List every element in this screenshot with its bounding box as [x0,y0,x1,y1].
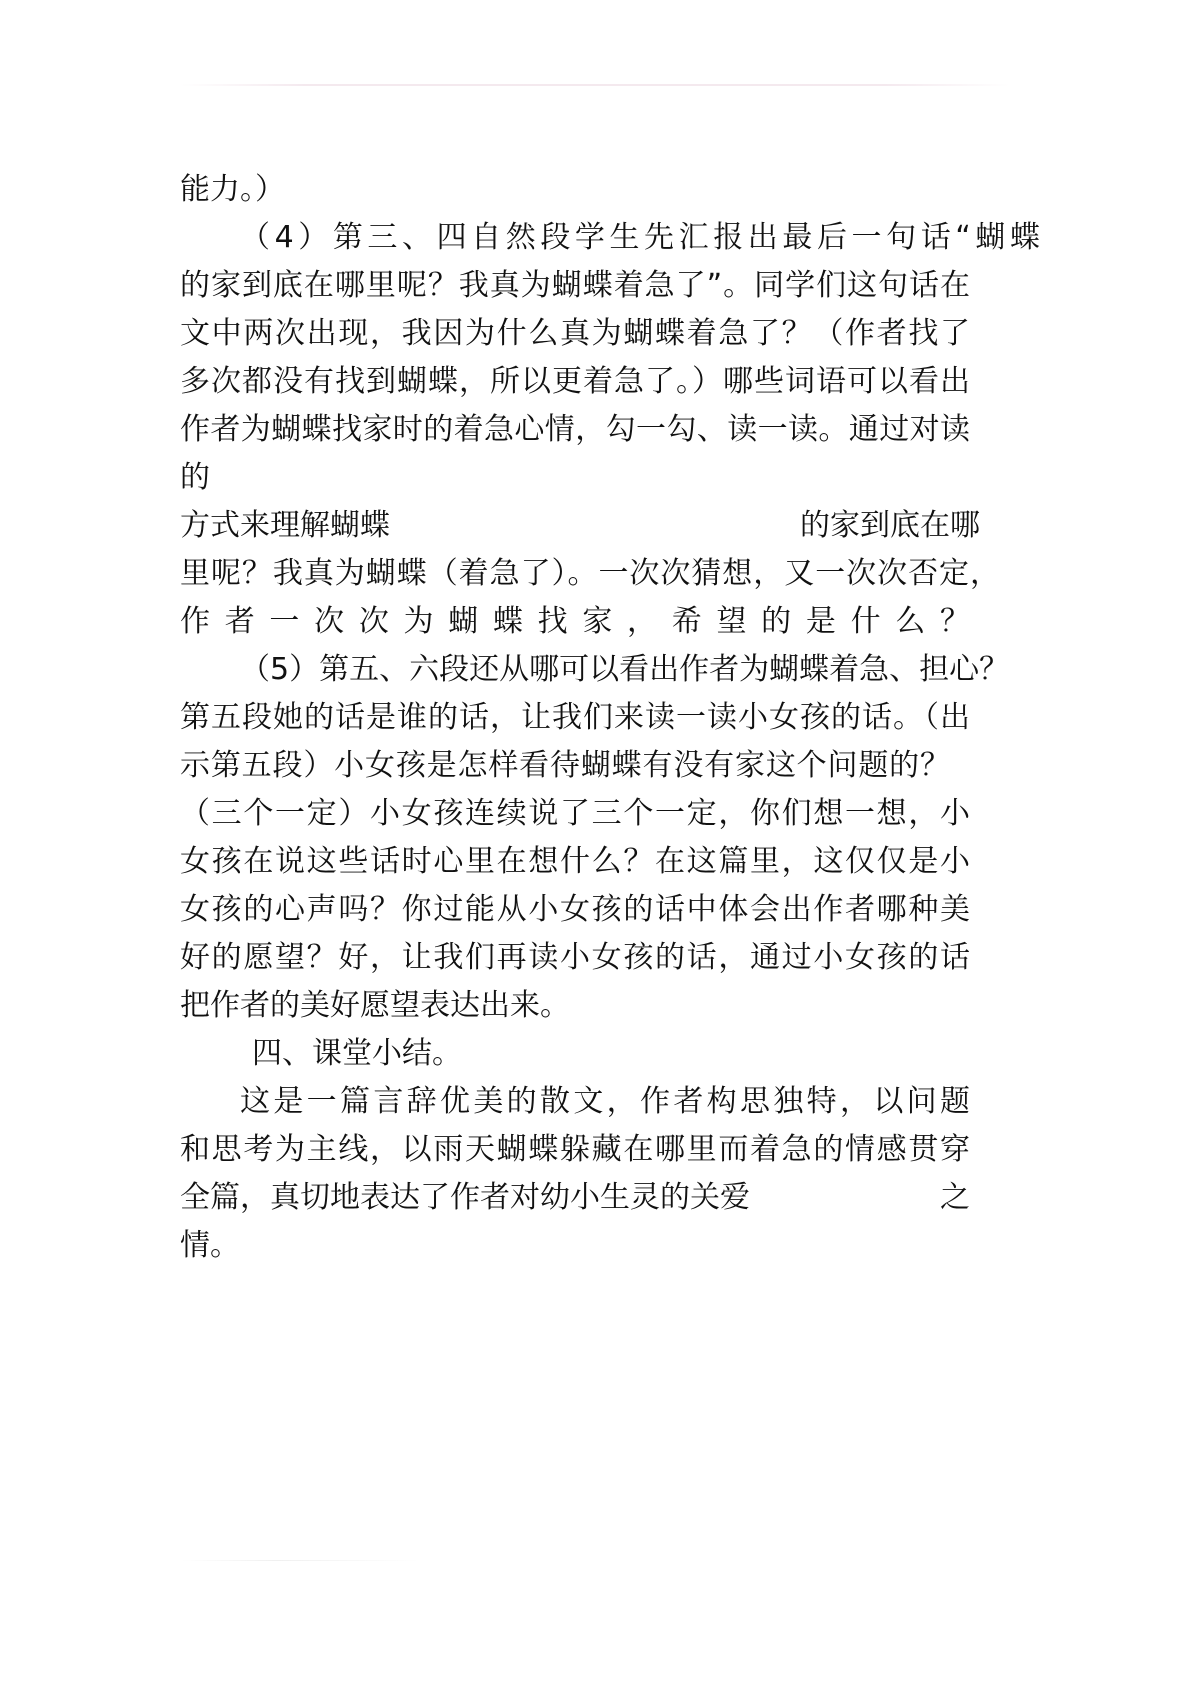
text-line: 能力。） [180,172,285,207]
text-line: 方式来理解蝴蝶 [180,508,390,543]
text-line: （三个一定）小女孩连续说了三个一定，你们想一想，小 [180,796,970,831]
text-line: 第五段她的话是谁的话，让我们来读一读小女孩的话。（出 [180,700,970,735]
text-line: 女孩在说这些话时心里在想什么？在这篇里，这仅仅是小 [180,844,970,879]
text-line: 女孩的心声吗？你过能从小女孩的话中体会出作者哪种美 [180,892,970,927]
text-line: 里呢？我真为蝴蝶（着急了）。一次次猜想，又一次次否定， [180,556,1000,591]
header-rule [180,84,1010,86]
text-line: 情。 [180,1228,240,1263]
text-line: 示第五段）小女孩是怎样看待蝴蝶有没有家这个问题的？ [180,748,950,783]
text-line: 和思考为主线，以雨天蝴蝶躲藏在哪里而着急的情感贯穿 [180,1132,970,1167]
text-line: 文中两次出现，我因为什么真为蝴蝶着急了？（作者找了 [180,316,970,351]
text-line: 多次都没有找到蝴蝶，所以更着急了。）哪些词语可以看出 [180,364,970,399]
text-line: 全篇，真切地表达了作者对幼小生灵的关爱 [180,1180,750,1215]
text-line: 之 [940,1180,970,1215]
text-line: 的家到底在哪里呢？我真为蝴蝶着急了”。同学们这句话在 [180,268,970,303]
text-line: 好的愿望？好，让我们再读小女孩的话，通过小女孩的话 [180,940,970,975]
text-line: 的家到底在哪 [800,508,980,543]
text-line: 的 [180,460,210,495]
text-line: （4）第三、四自然段学生先汇报出最后一句话“蝴蝶 [240,220,1040,255]
text-line: （5）第五、六段还从哪可以看出作者为蝴蝶着急、担心？ [240,652,1010,687]
section-heading: 四、课堂小结。 [252,1036,462,1071]
text-line: 这是一篇言辞优美的散文，作者构思独特，以问题 [240,1084,970,1119]
footer-rule [180,1560,420,1561]
text-line: 作者为蝴蝶找家时的着急心情，勾一勾、读一读。通过对读 [180,412,970,447]
text-line: 把作者的美好愿望表达出来。 [180,988,570,1023]
text-line: 作者一次次为蝴蝶找家，希望的是什么？ [180,604,970,639]
